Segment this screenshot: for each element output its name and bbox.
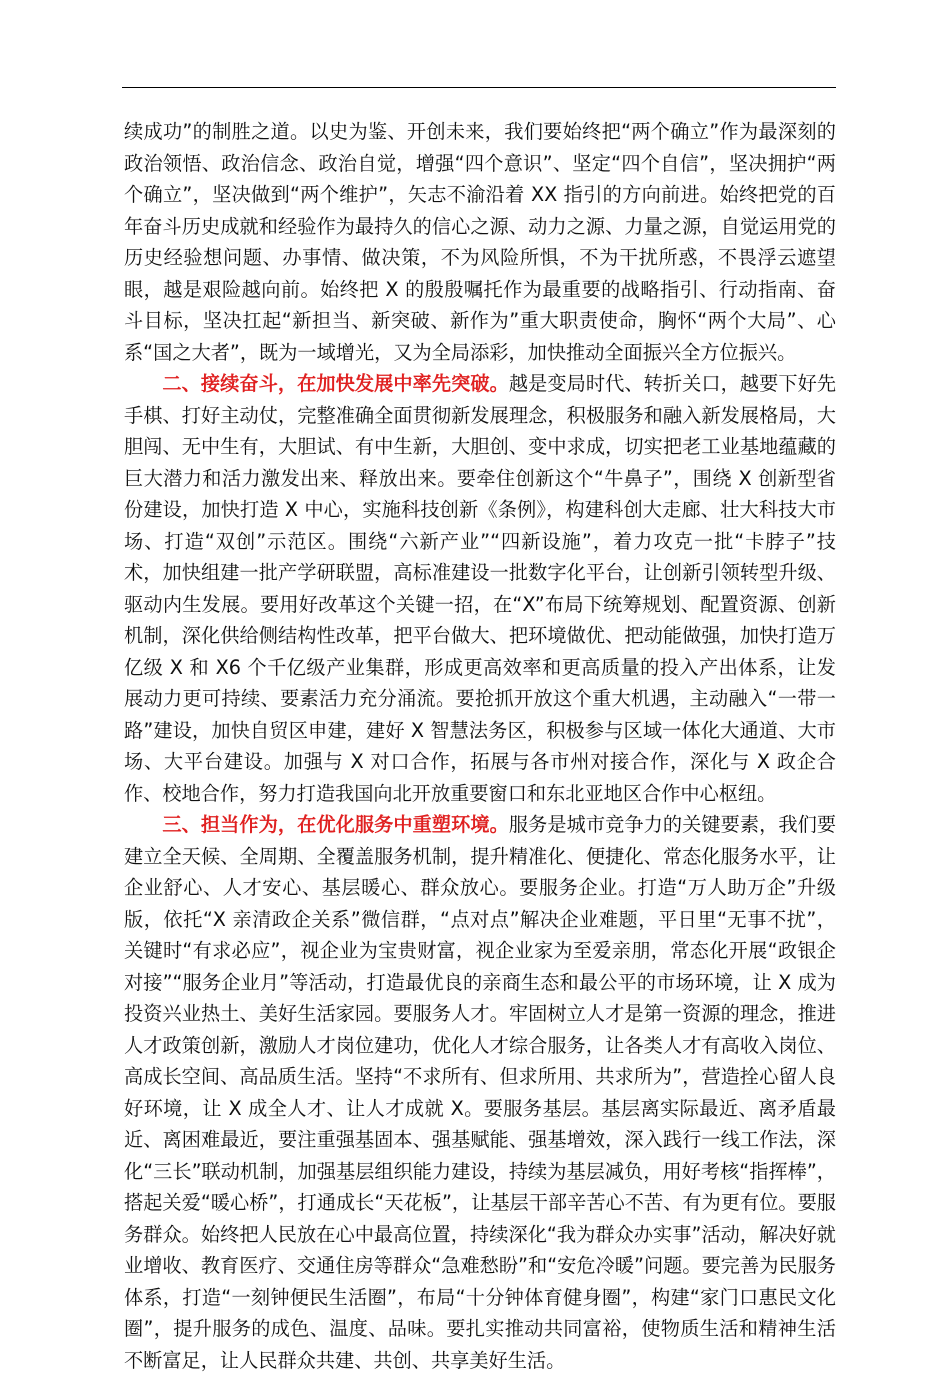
paragraph-section-two — [124, 368, 836, 809]
paragraph-continuation — [124, 116, 836, 368]
paragraph-section-three — [124, 809, 836, 1376]
paragraph-text: 续成功”的制胜之道。以史为鉴、开创未来，我们要始终把“两个确立”作为最深刻的政治领悟、政治信念、政治自觉，增强“四个意识”、坚定“四个自信”，坚决拥护“两个确立”，坚决做到“两个维护”，矢志不渝沿着 XX 指引的方向前进。始终把党的百年奋斗历史成就和经验作为最持久的信心之源、动力之源、力量之源，自觉运用党的历史经验想问题、办事情、做决策，不为风险所惧，不为干扰所惑，不畏浮云遮望眼，越是艰险越向前。始终把 X 的殷殷嘱托作为最重要的战略指引、行动指南、奋斗目标，坚决扛起“新担当、新突破、新作为”重大职责使命，胸怀“两个大局”、心系“国之大者”，既为一域增光，又为全局添彩，加快推动全面振兴全方位振兴。 — [124, 120, 836, 364]
document-body — [124, 116, 836, 1376]
header-rule — [122, 87, 836, 88]
paragraph-text: 越是变局时代、转折关口，越要下好先手棋、打好主动仗，完整准确全面贯彻新发展理念，积极服务和融入新发展格局，大胆闯、无中生有，大胆试、有中生新，大胆创、变中求成，切实把老工业基地蕴藏的巨大潜力和活力激发出来、释放出来。要牵住创新这个“牛鼻子”，围绕 X 创新型省份建设，加快打造 X 中心，实施科技创新《条例》，构建科创大走廊、壮大科技大市场、打造“双创”示范区。围绕“六新产业”“四新设施”，着力攻克一批“卡脖子”技术，加快组建一批产学研联盟，高标准建设一批数字化平台，让创新引领转型升级、驱动内生发展。要用好改革这个关键一招，在“X”布局下统筹规划、配置资源、创新机制，深化供给侧结构性改革，把平台做大、把环境做优、把动能做强，加快打造万亿级 X 和 X6 个千亿级产业集群，形成更高效率和更高质量的投入产出体系，让发展动力更可持续、要素活力充分涌流。要抢抓开放这个重大机遇，主动融入“一带一路”建设，加快自贸区申建，建好 X 智慧法务区，积极参与区域一体化大通道、大市场、大平台建设。加强与 X 对口合作，拓展与各市州对接合作，深化与 X 政企合作、校地合作，努力打造我国向北开放重要窗口和东北亚地区合作中心枢纽。 — [124, 372, 837, 805]
section-heading-two: 二、接续奋斗，在加快发展中率先突破。 — [162, 372, 509, 395]
paragraph-text: 服务是城市竞争力的关键要素，我们要建立全天候、全周期、全覆盖服务机制，提升精准化、便捷化、常态化服务水平，让企业舒心、人才安心、基层暖心、群众放心。要服务企业。打造“万人助万企”升级版，依托“X 亲清政企关系”微信群，“点对点”解决企业难题，平日里“无事不扰”，关键时“有求必应”，视企业为宝贵财富，视企业家为至爱亲朋，常态化开展“政银企对接”“服务企业月”等活动，打造最优良的亲商生态和最公平的市场环境，让 X 成为投资兴业热土、美好生活家园。要服务人才。牢固树立人才是第一资源的理念，推进人才政策创新，激励人才岗位建功，优化人才综合服务，让各类人才有高收入岗位、高成长空间、高品质生活。坚持“不求所有、但求所用、共求所为”，营造拴心留人良好环境，让 X 成全人才、让人才成就 X。要服务基层。基层离实际最近、离矛盾最近、离困难最近，要注重强基固本、强基赋能、强基增效，深入践行一线工作法，深化“三长”联动机制，加强基层组织能力建设，持续为基层减负，用好考核“指挥棒”，搭起关爱“暖心桥”，打通成长“天花板”，让基层干部辛苦心不苦、有为更有位。要服务群众。始终把人民放在心中最高位置，持续深化“我为群众办实事”活动，解决好就业增收、教育医疗、交通住房等群众“急难愁盼”和“安危冷暖”问题。要完善为民服务体系，打造“一刻钟便民生活圈”，布局“十分钟体育健身圈”，构建“家门口惠民文化圈”，提升服务的成色、温度、品味。要扎实推动共同富裕，使物质生活和精神生活不断富足，让人民群众共建、共创、共享美好生活。 — [124, 813, 837, 1372]
section-heading-three: 三、担当作为，在优化服务中重塑环境。 — [162, 813, 509, 836]
